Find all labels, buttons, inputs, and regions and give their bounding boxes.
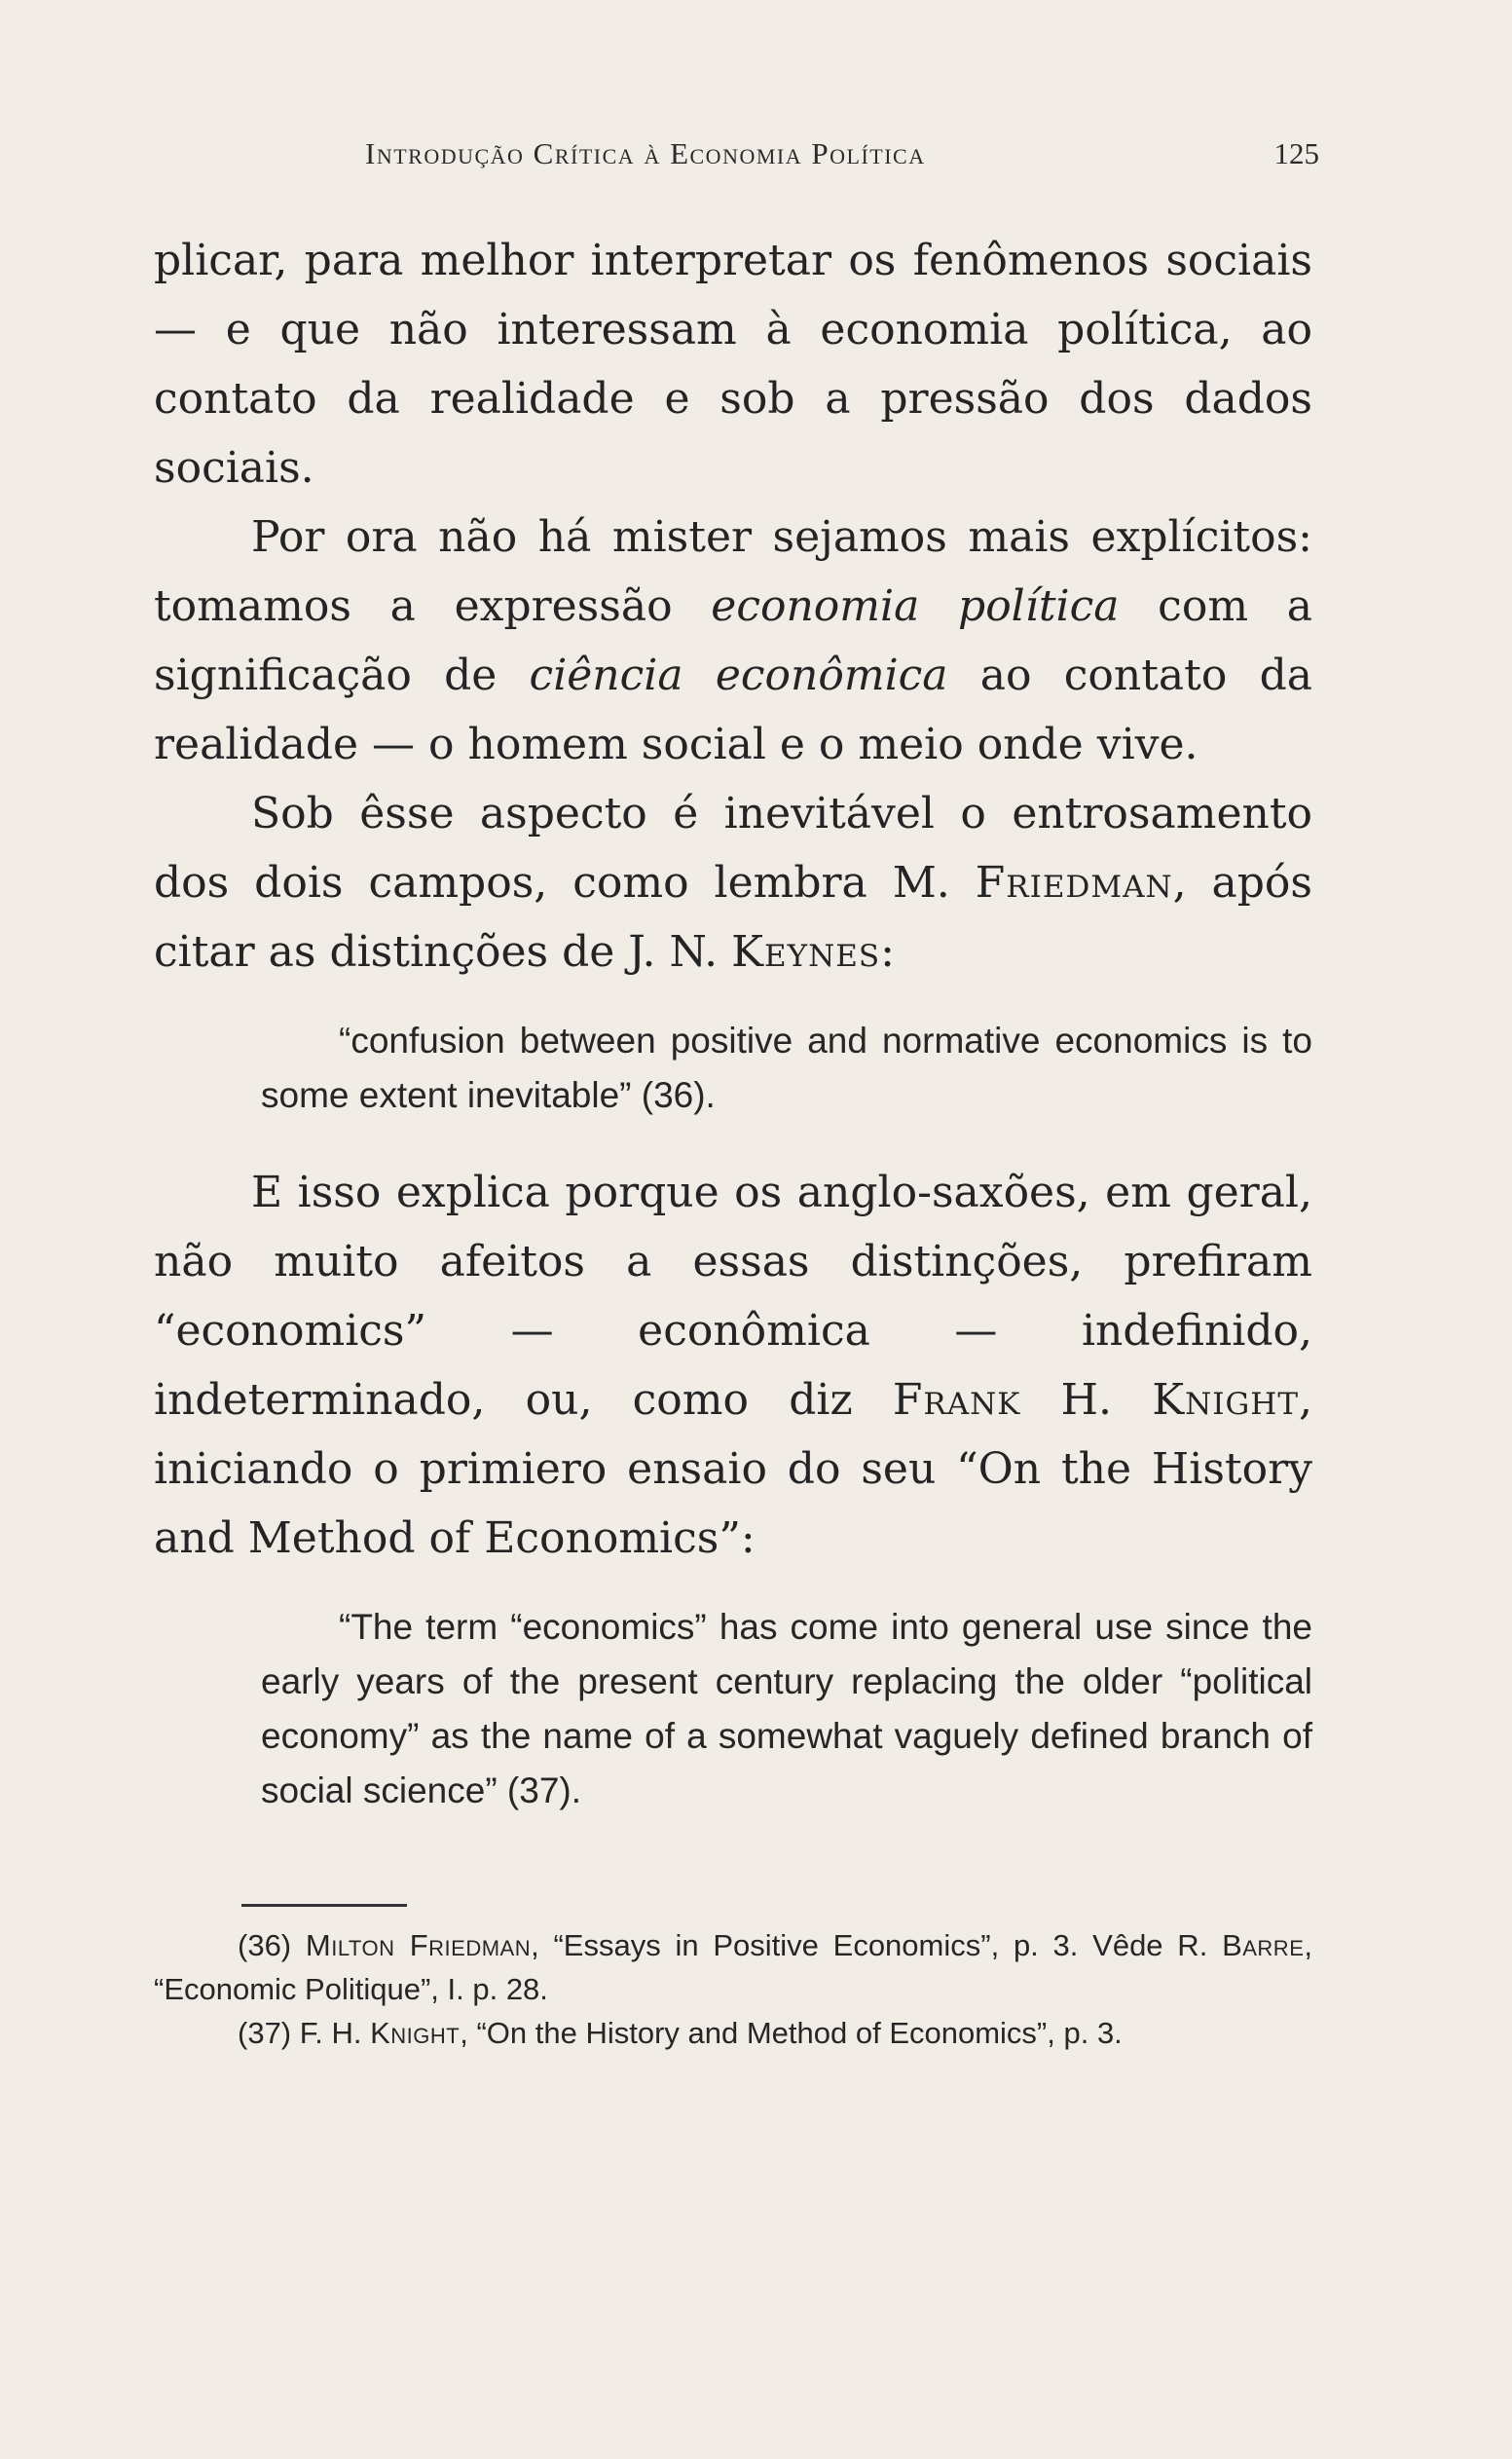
page-number: 125: [1273, 136, 1319, 170]
footnote-37: [154, 2011, 1312, 2055]
paragraph-4: [154, 1158, 1312, 1573]
term-ciencia-economica: ciência econômica: [529, 651, 948, 700]
footnote-36: [154, 1923, 1312, 2011]
block-quote-1: [261, 1014, 1312, 1123]
footnote-36-text-b: , “Essays in Positive Economics”, p. 3. Vêde R.: [531, 1928, 1223, 1962]
footnote-36-author-barre: Barre: [1222, 1928, 1305, 1962]
paragraph-4-text-a: E isso explica porque os anglo-saxões, em geral, não muito afeitos a essas distinções, prefiram “economics” — econômica — indefinido, indeterminado, ou, como diz: [154, 1168, 1312, 1425]
paragraph-4-text-c: , iniciando o primiero ensaio do seu “On the History and Method of Economics”:: [154, 1375, 1312, 1563]
running-title: Introdução Crítica à Economia Política: [365, 136, 926, 170]
paragraph-3-text-c: :: [880, 927, 895, 977]
author-knight: Knight: [1152, 1375, 1299, 1425]
running-head: [365, 136, 1319, 195]
block-quote-2-text: “The term “economics” has come into general use since the early years of the present century replacing the older “political economy” as the name of a somewhat vaguely defined branch of social science” (37).: [261, 1607, 1312, 1810]
paragraph-3: [154, 779, 1312, 987]
footnote-36-text-a: (36): [238, 1928, 306, 1962]
block-quote-2: [261, 1600, 1312, 1818]
author-friedman: Friedman: [975, 858, 1173, 908]
footnote-36-text-c: , “Economic Politique”, I. p. 28.: [154, 1928, 1312, 2006]
footnote-37-author-knight: Knight: [370, 2016, 461, 2050]
paragraph-2-text-b: com a significação de: [154, 581, 1312, 700]
paragraph-2: [154, 503, 1312, 779]
paragraph-2-text-c: ao contato da realidade — o homem social e o meio onde vive.: [154, 651, 1312, 769]
author-keynes: Keynes: [731, 927, 881, 977]
block-quote-1-text: “confusion between positive and normative economics is to some extent inevitable” (36).: [261, 1021, 1312, 1115]
footnote-37-text-b: , “On the History and Method of Economics”, p. 3.: [460, 2016, 1123, 2050]
footnote-divider: [241, 1904, 407, 1907]
paragraph-1: plicar, para melhor interpretar os fenômenos sociais — e que não interessam à economia política, ao contato da realidade e sob a pressão dos dados sociais.: [154, 236, 1312, 493]
paragraph-2-text-a: Por ora não há mister sejamos mais explícitos: tomamos a expressão: [154, 512, 1312, 631]
paragraph-4-text-b: H.: [1020, 1375, 1153, 1425]
footnotes: [154, 1923, 1312, 2055]
term-economia-politica: economia política: [711, 581, 1120, 631]
author-frank: Frank: [892, 1375, 1021, 1425]
paragraph-3-text-a: Sob êsse aspecto é inevitável o entrosamento dos dois campos, como lembra M.: [154, 789, 1312, 908]
paragraph-3-text-b: , após citar as distinções de J. N.: [154, 858, 1312, 977]
footnote-37-text-a: (37) F. H.: [238, 2016, 371, 2050]
footnote-36-author-friedman: Milton Friedman: [305, 1928, 532, 1962]
body-text: [154, 226, 1312, 1853]
